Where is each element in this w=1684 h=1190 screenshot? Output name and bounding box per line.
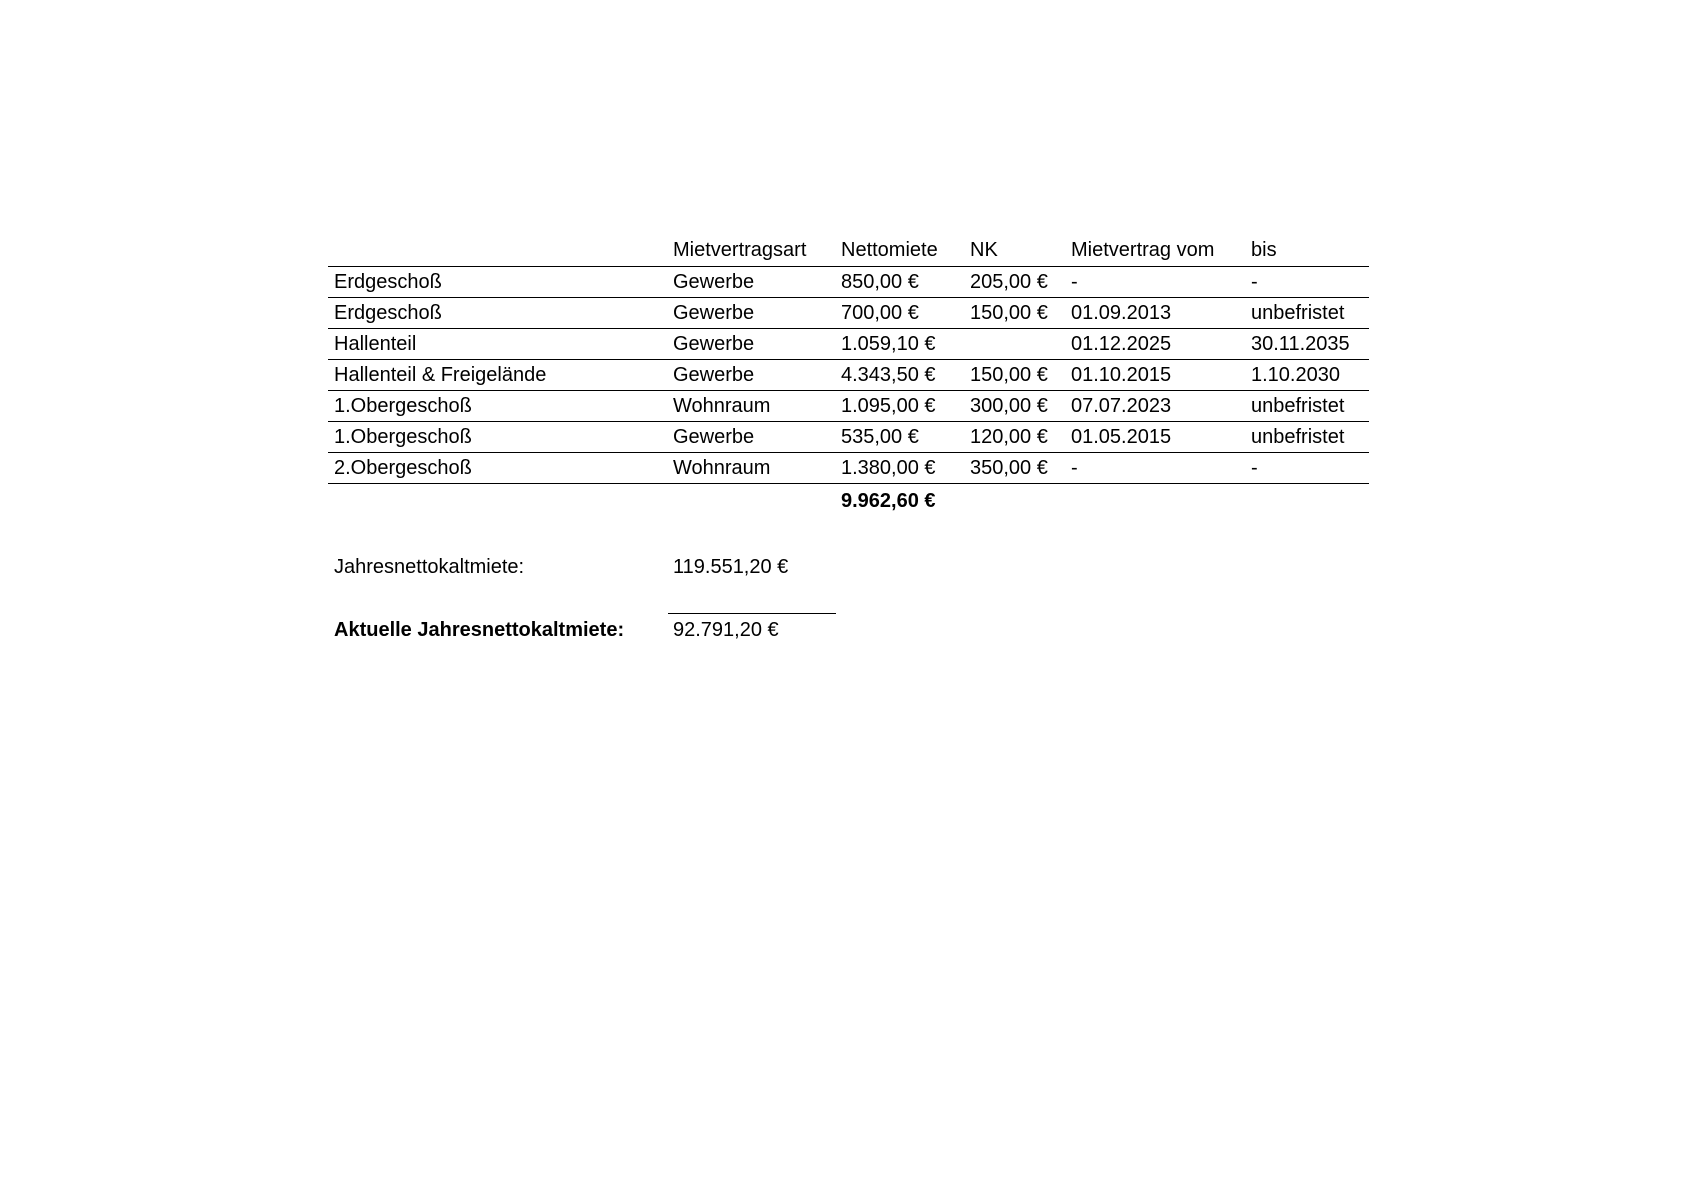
- cell-nk: 120,00 €: [970, 426, 1048, 448]
- current-annual-rent-value: 92.791,20 €: [673, 619, 779, 641]
- cell-contract-type: Wohnraum: [673, 395, 771, 417]
- cell-contract-until: -: [1251, 271, 1258, 293]
- cell-nk: 150,00 €: [970, 364, 1048, 386]
- cell-contract-from: -: [1071, 271, 1078, 293]
- table-row: [328, 391, 1369, 422]
- table-body: [328, 267, 1369, 484]
- cell-contract-from: 07.07.2023: [1071, 395, 1172, 417]
- cell-nk: 350,00 €: [970, 457, 1048, 479]
- table-row: [328, 267, 1369, 298]
- cell-contract-type: Gewerbe: [673, 271, 755, 293]
- cell-net-rent: 4.343,50 €: [841, 364, 936, 386]
- table-header-row: [328, 234, 1369, 267]
- table-row: [328, 453, 1369, 484]
- cell-contract-until: -: [1251, 457, 1258, 479]
- cell-nk: [964, 329, 1065, 360]
- current-annual-rent-label: Aktuelle Jahresnettokaltmiete:: [334, 619, 625, 641]
- annual-rent-value: 119.551,20 €: [673, 556, 789, 578]
- cell-unit: Hallenteil & Freigelände: [334, 364, 547, 386]
- cell-contract-until: 30.11.2035: [1251, 333, 1350, 355]
- cell-contract-from: 01.12.2025: [1071, 333, 1172, 355]
- cell-contract-from: 01.05.2015: [1071, 426, 1172, 448]
- header-contract-type: Mietvertragsart: [673, 239, 807, 261]
- cell-contract-type: Gewerbe: [673, 364, 755, 386]
- cell-unit: Erdgeschoß: [334, 302, 442, 324]
- cell-contract-type: Gewerbe: [673, 426, 755, 448]
- total-net-rent: 9.962,60 €: [841, 490, 936, 512]
- header-contract-until: bis: [1251, 239, 1277, 261]
- cell-net-rent: 1.095,00 €: [841, 395, 936, 417]
- cell-nk: 205,00 €: [970, 271, 1048, 293]
- cell-unit: Erdgeschoß: [334, 271, 442, 293]
- table-row: [328, 329, 1369, 360]
- cell-unit: Hallenteil: [334, 333, 417, 355]
- cell-contract-until: 1.10.2030: [1251, 364, 1340, 386]
- cell-contract-type: Gewerbe: [673, 302, 755, 324]
- header-nk: NK: [970, 239, 998, 261]
- table-total-row: [328, 484, 1369, 519]
- cell-nk: 150,00 €: [970, 302, 1048, 324]
- cell-contract-from: 01.10.2015: [1071, 364, 1172, 386]
- cell-contract-until: unbefristet: [1251, 302, 1345, 324]
- cell-contract-from: 01.09.2013: [1071, 302, 1172, 324]
- table-row: [328, 298, 1369, 329]
- table-row: [328, 422, 1369, 453]
- header-net-rent: Nettomiete: [841, 239, 938, 261]
- cell-contract-until: unbefristet: [1251, 395, 1345, 417]
- rent-table: [328, 234, 1369, 518]
- header-contract-from: Mietvertrag vom: [1071, 239, 1215, 261]
- cell-nk: 300,00 €: [970, 395, 1048, 417]
- cell-contract-until: unbefristet: [1251, 426, 1345, 448]
- cell-net-rent: 1.380,00 €: [841, 457, 936, 479]
- separator-line: [668, 613, 836, 614]
- cell-net-rent: 535,00 €: [841, 426, 919, 448]
- cell-unit: 2.Obergeschoß: [334, 457, 472, 479]
- table-row: [328, 360, 1369, 391]
- cell-net-rent: 850,00 €: [841, 271, 919, 293]
- cell-contract-type: Gewerbe: [673, 333, 755, 355]
- cell-contract-type: Wohnraum: [673, 457, 771, 479]
- cell-net-rent: 1.059,10 €: [841, 333, 936, 355]
- cell-net-rent: 700,00 €: [841, 302, 919, 324]
- cell-unit: 1.Obergeschoß: [334, 395, 472, 417]
- cell-unit: 1.Obergeschoß: [334, 426, 472, 448]
- header-unit: [328, 234, 667, 267]
- annual-rent-label: Jahresnettokaltmiete:: [334, 556, 525, 578]
- cell-contract-from: -: [1071, 457, 1078, 479]
